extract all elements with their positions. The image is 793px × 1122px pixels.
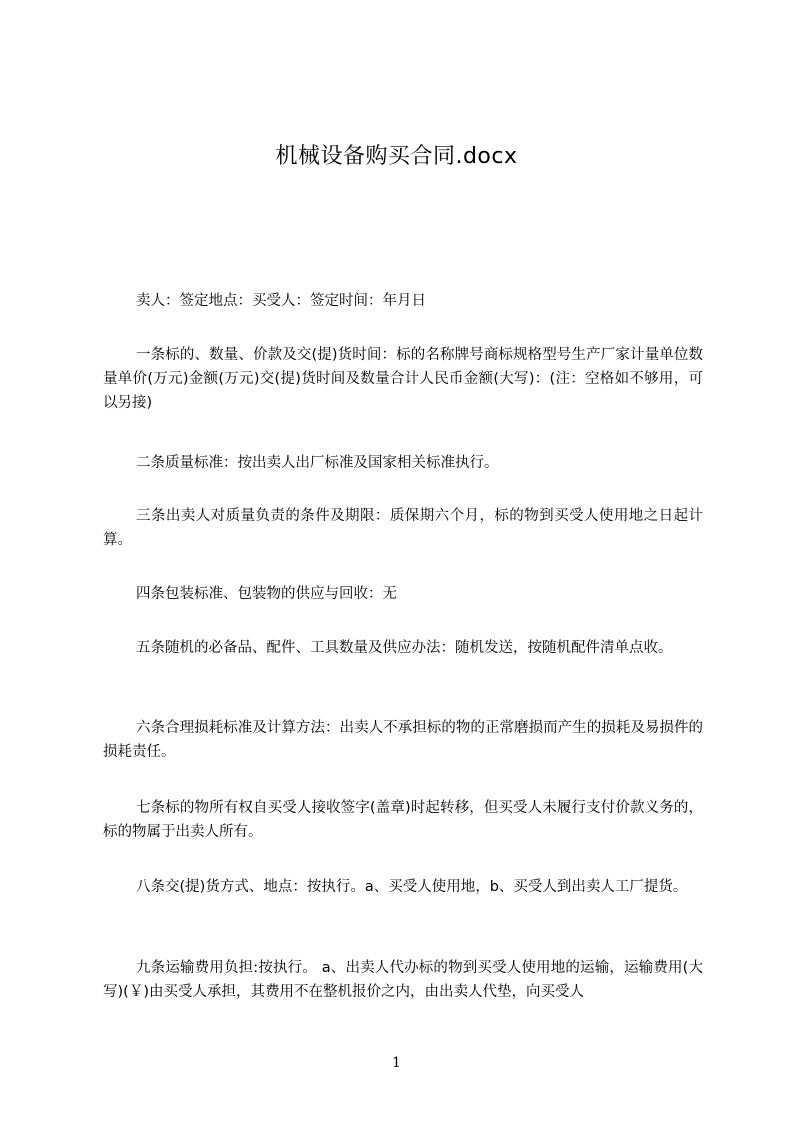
paragraph-parties: 卖人：签定地点：买受人：签定时间：年月日 bbox=[136, 293, 426, 309]
paragraph-article-6: 六条合理损耗标准及计算方法：出卖人不承担标的物的正常磨损而产生的损耗及易损件的损耗责任。 bbox=[103, 720, 703, 760]
document-title: 机械设备购买合同.docx bbox=[275, 144, 518, 169]
paragraph-article-5: 五条随机的必备品、配件、工具数量及供应办法：随机发送，按随机配件清单点收。 bbox=[136, 640, 673, 656]
paragraph-article-7: 七条标的物所有权自买受人接收签字(盖章)时起转移，但买受人未履行支付价款义务的，标的物属于出卖人所有。 bbox=[103, 800, 703, 840]
page-number: 1 bbox=[392, 1055, 401, 1071]
paragraph-article-4: 四条包装标准、包装物的供应与回收：无 bbox=[136, 586, 397, 602]
paragraph-article-9: 九条运输费用负担:按执行。 a、出卖人代办标的物到买受人使用地的运输，运输费用(大写)(￥)由买受人承担，其费用不在整机报价之内，由出卖人代垫，向买受人 bbox=[103, 960, 703, 1000]
paragraph-article-1: 一条标的、数量、价款及交(提)货时间：标的名称牌号商标规格型号生产厂家计量单位数量单价(万元)金额(万元)交(提)货时间及数量合计人民币金额(大写)：(注：空格如不够用，可以另接) bbox=[103, 347, 703, 411]
paragraph-article-8: 八条交(提)货方式、地点：按执行。a、买受人使用地，b、买受人到出卖人工厂提货。 bbox=[136, 879, 688, 895]
paragraph-article-3: 三条出卖人对质量负责的条件及期限：质保期六个月，标的物到买受人使用地之日起计算。 bbox=[103, 508, 703, 548]
paragraph-article-2: 二条质量标准：按出卖人出厂标准及国家相关标准执行。 bbox=[136, 455, 499, 471]
